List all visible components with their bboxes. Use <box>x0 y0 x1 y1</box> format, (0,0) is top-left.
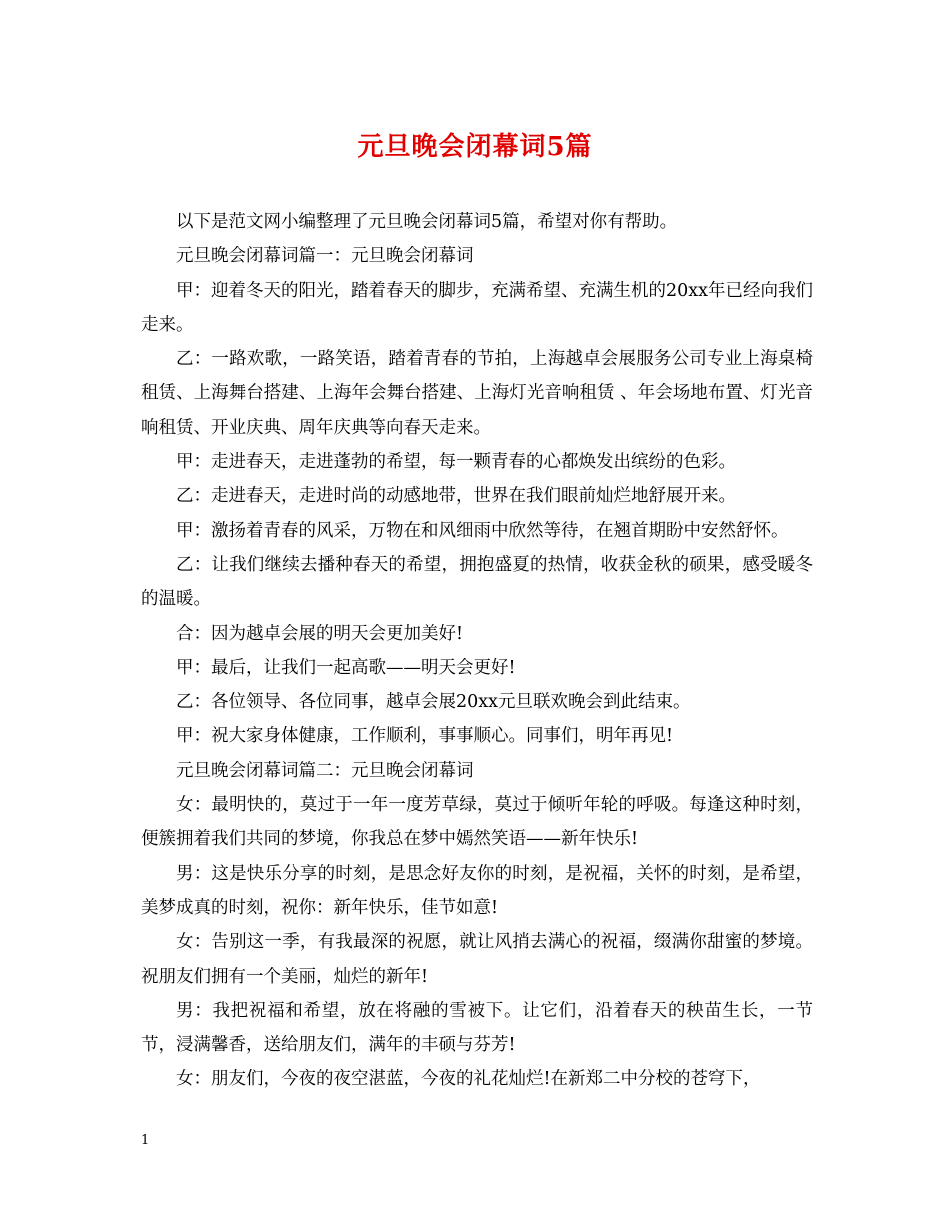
paragraph: 甲：走进春天，走进蓬勃的希望，每一颗青春的心都焕发出缤纷的色彩。 <box>176 452 736 473</box>
section-heading: 元旦晚会闭幕词篇一：元旦晚会闭幕词 <box>176 246 474 267</box>
document-body <box>141 205 813 1097</box>
paragraph: 甲：最后，让我们一起高歌——明天会更好! <box>176 657 516 678</box>
document-title: 元旦晚会闭幕词5篇 <box>357 132 593 162</box>
paragraph: 乙：让我们继续去播种春天的希望，拥抱盛夏的热情，收获金秋的硕果，感受暖冬的温暖。 <box>141 554 813 610</box>
paragraph: 男：这是快乐分享的时刻，是思念好友你的时刻，是祝福，关怀的时刻，是希望，美梦成真的时刻，祝你：新年快乐，佳节如意! <box>141 863 813 918</box>
paragraph: 乙：一路欢歌，一路笑语，踏着青春的节拍，上海越卓会展服务公司专业上海桌椅租赁、上海舞台搭建、上海年会舞台搭建、上海灯光音响租赁 、年会场地布置、灯光音响租赁、开业庆典、周年庆典等向春天走来。 <box>141 349 813 438</box>
paragraph: 甲：祝大家身体健康，工作顺利，事事顺心。同事们，明年再见! <box>176 726 674 747</box>
paragraph: 以下是范文网小编整理了元旦晚会闭幕词5篇，希望对你有帮助。 <box>176 212 678 232</box>
paragraph: 合：因为越卓会展的明天会更加美好! <box>176 623 464 644</box>
paragraph: 乙：各位领导、各位同事，越卓会展20xx元旦联欢晚会到此结束。 <box>176 692 691 713</box>
page-number: 1 <box>141 1133 150 1148</box>
paragraph: 女：朋友们，今夜的夜空湛蓝，今夜的礼花灿烂!在新郑二中分校的苍穹下， <box>176 1069 761 1090</box>
paragraph: 女：最明快的，莫过于一年一度芳草绿，莫过于倾听年轮的呼吸。每逢这种时刻，便簇拥着我们共同的梦境，你我总在梦中嫣然笑语——新年快乐! <box>141 795 813 850</box>
paragraph: 乙：走进春天，走进时尚的动感地带，世界在我们眼前灿烂地舒展开来。 <box>176 486 736 507</box>
section-heading: 元旦晚会闭幕词篇二：元旦晚会闭幕词 <box>176 760 474 781</box>
paragraph: 甲：迎着冬天的阳光，踏着春天的脚步，充满希望、充满生机的20xx年已经向我们走来。 <box>141 280 814 335</box>
paragraph: 男：我把祝福和希望，放在将融的雪被下。让它们，沿着春天的秧苗生长，一节节，浸满馨香，送给朋友们，满年的丰硕与芬芳! <box>141 1000 813 1056</box>
paragraph: 甲：激扬着青春的风采，万物在和风细雨中欣然等待，在翘首期盼中安然舒怀。 <box>176 520 789 541</box>
paragraph: 女：告别这一季，有我最深的祝愿，就让风捎去满心的祝福，缀满你甜蜜的梦境。祝朋友们拥有一个美丽，灿烂的新年! <box>141 932 813 987</box>
